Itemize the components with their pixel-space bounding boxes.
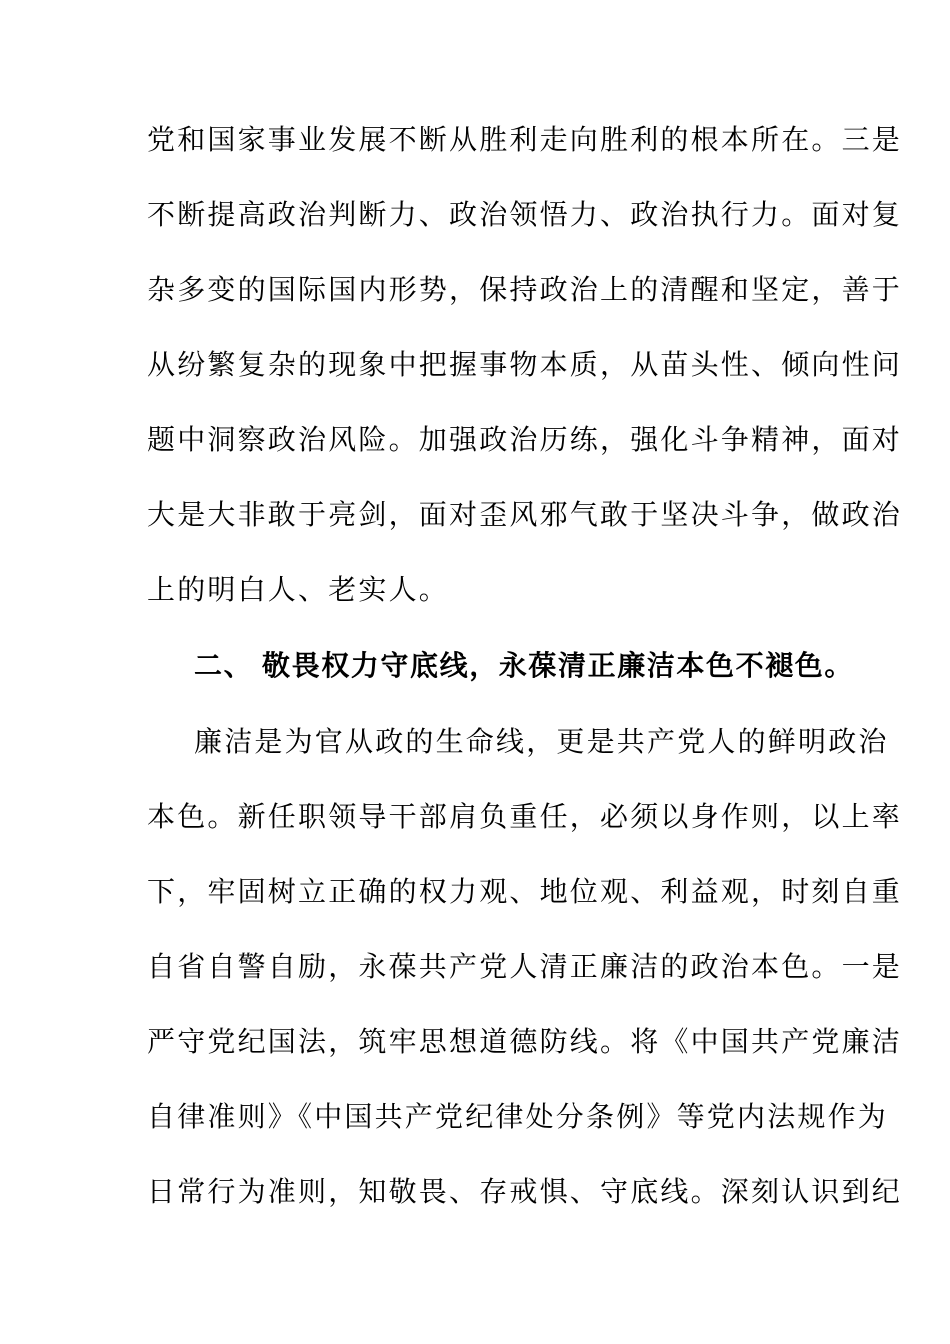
text-line: 自律准则》《中国共产党纪律处分条例》等党内法规作为 bbox=[147, 1100, 889, 1133]
text-line: 自省自警自励，永葆共产党人清正廉洁的政治本色。一是 bbox=[147, 950, 903, 983]
text-line: 严守党纪国法，筑牢思想道德防线。将《中国共产党廉洁 bbox=[147, 1025, 903, 1058]
text-line: 大是大非敢于亮剑，面对歪风邪气敢于坚决斗争，做政治 bbox=[147, 498, 903, 531]
text-line: 不断提高政治判断力、政治领悟力、政治执行力。面对复 bbox=[147, 198, 903, 231]
text-line: 党和国家事业发展不断从胜利走向胜利的根本所在。三是 bbox=[147, 123, 903, 156]
section-heading bbox=[194, 648, 855, 684]
text-line: 日常行为准则，知敬畏、存戒惧、守底线。深刻认识到纪 bbox=[147, 1175, 903, 1208]
paragraph-first-line: 廉洁是为官从政的生命线，更是共产党人的鲜明政治 bbox=[194, 725, 889, 758]
section-title: 敬畏权力守底线，永葆清正廉洁本色不褪色。 bbox=[262, 649, 855, 682]
text-line: 上的明白人、老实人。 bbox=[147, 573, 450, 606]
text-line: 下，牢固树立正确的权力观、地位观、利益观，时刻自重 bbox=[147, 875, 903, 908]
text-line: 从纷繁复杂的现象中把握事物本质，从苗头性、倾向性问 bbox=[147, 348, 903, 381]
text-line: 本色。新任职领导干部肩负重任，必须以身作则，以上率 bbox=[147, 800, 903, 833]
text-line: 杂多变的国际国内形势，保持政治上的清醒和坚定，善于 bbox=[147, 273, 903, 306]
section-number: 二、 bbox=[194, 649, 254, 682]
text-line: 题中洞察政治风险。加强政治历练，强化斗争精神，面对 bbox=[147, 423, 903, 456]
